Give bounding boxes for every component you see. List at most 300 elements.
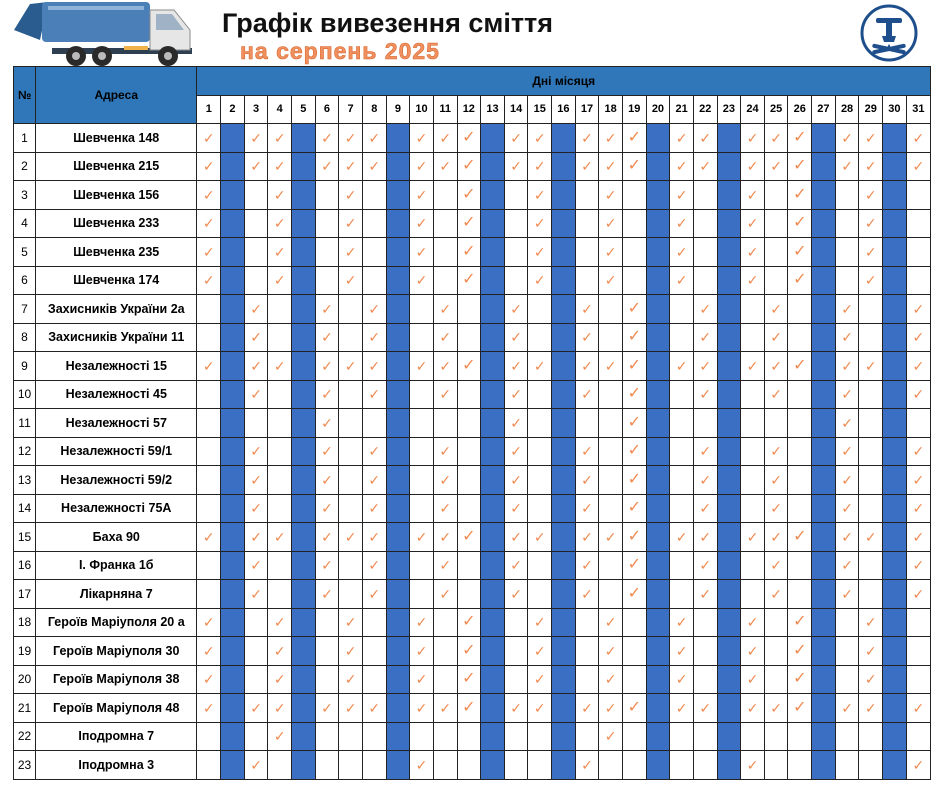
pickup-check-mark: ✓ (197, 694, 221, 723)
no-pickup-day-cell (552, 181, 576, 210)
empty-day-cell (528, 437, 552, 466)
row-number: 23 (14, 751, 36, 780)
no-pickup-day-cell (292, 323, 316, 352)
empty-day-cell (670, 494, 694, 523)
no-pickup-day-cell (552, 637, 576, 666)
pickup-check-mark: ✓ (859, 352, 883, 381)
pickup-check-mark: ✓ (244, 437, 268, 466)
empty-day-cell (433, 751, 457, 780)
empty-day-cell (741, 551, 765, 580)
empty-day-cell (528, 323, 552, 352)
pickup-check-mark: ✓ (244, 380, 268, 409)
row-number: 11 (14, 409, 36, 438)
empty-day-cell (433, 665, 457, 694)
empty-day-cell (457, 551, 481, 580)
pickup-check-mark: ✓ (599, 181, 623, 210)
pickup-check-mark: ✓ (457, 352, 481, 381)
pickup-check-mark: ✓ (859, 124, 883, 153)
empty-day-cell (670, 466, 694, 495)
empty-day-cell (835, 665, 859, 694)
pickup-check-mark: ✓ (859, 152, 883, 181)
empty-day-cell (410, 580, 434, 609)
pickup-check-mark: ✓ (268, 722, 292, 751)
empty-day-cell (622, 238, 646, 267)
empty-day-cell (859, 323, 883, 352)
no-pickup-day-cell (292, 295, 316, 324)
no-pickup-day-cell (386, 238, 410, 267)
no-pickup-day-cell (552, 323, 576, 352)
pickup-check-mark: ✓ (362, 295, 386, 324)
empty-day-cell (622, 751, 646, 780)
day-number: 9 (386, 95, 410, 124)
empty-day-cell (339, 494, 363, 523)
empty-day-cell (528, 295, 552, 324)
empty-day-cell (859, 580, 883, 609)
pickup-check-mark: ✓ (268, 266, 292, 295)
pickup-check-mark: ✓ (788, 152, 812, 181)
no-pickup-day-cell (812, 437, 836, 466)
empty-day-cell (599, 295, 623, 324)
row-address: Незалежності 45 (36, 380, 197, 409)
row-address: Іподромна 3 (36, 751, 197, 780)
pickup-check-mark: ✓ (268, 637, 292, 666)
empty-day-cell (504, 209, 528, 238)
pickup-check-mark: ✓ (457, 209, 481, 238)
row-address: Незалежності 59/2 (36, 466, 197, 495)
pickup-check-mark: ✓ (906, 694, 930, 723)
empty-day-cell (599, 551, 623, 580)
row-address: Незалежності 57 (36, 409, 197, 438)
pickup-check-mark: ✓ (670, 637, 694, 666)
pickup-check-mark: ✓ (197, 352, 221, 381)
pickup-check-mark: ✓ (622, 295, 646, 324)
pickup-check-mark: ✓ (244, 466, 268, 495)
row-number: 9 (14, 352, 36, 381)
empty-day-cell (670, 722, 694, 751)
pickup-check-mark: ✓ (410, 694, 434, 723)
empty-day-cell (859, 380, 883, 409)
no-pickup-day-cell (883, 380, 907, 409)
pickup-check-mark: ✓ (741, 266, 765, 295)
pickup-check-mark: ✓ (575, 580, 599, 609)
no-pickup-day-cell (221, 551, 245, 580)
day-number: 19 (622, 95, 646, 124)
pickup-check-mark: ✓ (741, 352, 765, 381)
pickup-check-mark: ✓ (339, 608, 363, 637)
pickup-check-mark: ✓ (764, 124, 788, 153)
table-row (14, 266, 931, 295)
no-pickup-day-cell (292, 751, 316, 780)
pickup-check-mark: ✓ (599, 352, 623, 381)
pickup-check-mark: ✓ (244, 523, 268, 552)
row-number: 7 (14, 295, 36, 324)
pickup-check-mark: ✓ (315, 152, 339, 181)
no-pickup-day-cell (883, 523, 907, 552)
empty-day-cell (599, 466, 623, 495)
day-number: 16 (552, 95, 576, 124)
row-address: Лікарняна 7 (36, 580, 197, 609)
pickup-check-mark: ✓ (670, 266, 694, 295)
no-pickup-day-cell (883, 608, 907, 637)
day-number: 29 (859, 95, 883, 124)
row-number: 17 (14, 580, 36, 609)
pickup-check-mark: ✓ (410, 637, 434, 666)
empty-day-cell (339, 295, 363, 324)
no-pickup-day-cell (386, 694, 410, 723)
empty-day-cell (670, 380, 694, 409)
empty-day-cell (859, 551, 883, 580)
empty-day-cell (339, 580, 363, 609)
pickup-check-mark: ✓ (315, 352, 339, 381)
empty-day-cell (741, 722, 765, 751)
no-pickup-day-cell (386, 352, 410, 381)
pickup-check-mark: ✓ (433, 694, 457, 723)
no-pickup-day-cell (552, 380, 576, 409)
pickup-check-mark: ✓ (244, 295, 268, 324)
pickup-check-mark: ✓ (268, 181, 292, 210)
empty-day-cell (410, 380, 434, 409)
empty-day-cell (835, 266, 859, 295)
empty-day-cell (906, 209, 930, 238)
empty-day-cell (622, 608, 646, 637)
no-pickup-day-cell (646, 409, 670, 438)
pickup-check-mark: ✓ (504, 580, 528, 609)
pickup-check-mark: ✓ (693, 437, 717, 466)
no-pickup-day-cell (386, 124, 410, 153)
no-pickup-day-cell (292, 152, 316, 181)
no-pickup-day-cell (552, 694, 576, 723)
pickup-check-mark: ✓ (268, 209, 292, 238)
pickup-check-mark: ✓ (362, 124, 386, 153)
pickup-check-mark: ✓ (268, 523, 292, 552)
pickup-check-mark: ✓ (741, 665, 765, 694)
pickup-check-mark: ✓ (741, 238, 765, 267)
no-pickup-day-cell (386, 437, 410, 466)
no-pickup-day-cell (812, 295, 836, 324)
day-number: 18 (599, 95, 623, 124)
table-row (14, 437, 931, 466)
pickup-check-mark: ✓ (315, 580, 339, 609)
pickup-check-mark: ✓ (315, 466, 339, 495)
no-pickup-day-cell (646, 152, 670, 181)
day-number: 28 (835, 95, 859, 124)
no-pickup-day-cell (386, 494, 410, 523)
empty-day-cell (504, 181, 528, 210)
no-pickup-day-cell (883, 637, 907, 666)
empty-day-cell (504, 637, 528, 666)
empty-day-cell (504, 722, 528, 751)
pickup-check-mark: ✓ (433, 523, 457, 552)
pickup-check-mark: ✓ (410, 124, 434, 153)
pickup-check-mark: ✓ (575, 523, 599, 552)
pickup-check-mark: ✓ (315, 494, 339, 523)
empty-day-cell (197, 437, 221, 466)
row-address: Шевченка 148 (36, 124, 197, 153)
no-pickup-day-cell (552, 152, 576, 181)
no-pickup-day-cell (481, 409, 505, 438)
pickup-check-mark: ✓ (859, 694, 883, 723)
pickup-check-mark: ✓ (433, 494, 457, 523)
pickup-check-mark: ✓ (741, 152, 765, 181)
pickup-check-mark: ✓ (693, 466, 717, 495)
no-pickup-day-cell (221, 409, 245, 438)
pickup-check-mark: ✓ (504, 152, 528, 181)
empty-day-cell (693, 751, 717, 780)
empty-day-cell (433, 409, 457, 438)
empty-day-cell (622, 722, 646, 751)
pickup-check-mark: ✓ (528, 665, 552, 694)
empty-day-cell (764, 209, 788, 238)
pickup-check-mark: ✓ (622, 466, 646, 495)
no-pickup-day-cell (883, 751, 907, 780)
empty-day-cell (197, 295, 221, 324)
empty-day-cell (315, 181, 339, 210)
pickup-check-mark: ✓ (670, 523, 694, 552)
day-number: 23 (717, 95, 741, 124)
no-pickup-day-cell (883, 466, 907, 495)
pickup-check-mark: ✓ (741, 694, 765, 723)
no-pickup-day-cell (221, 124, 245, 153)
pickup-check-mark: ✓ (859, 266, 883, 295)
no-pickup-day-cell (386, 152, 410, 181)
pickup-check-mark: ✓ (197, 238, 221, 267)
empty-day-cell (575, 209, 599, 238)
empty-day-cell (244, 409, 268, 438)
no-pickup-day-cell (221, 751, 245, 780)
no-pickup-day-cell (292, 181, 316, 210)
pickup-check-mark: ✓ (670, 209, 694, 238)
table-row (14, 181, 931, 210)
pickup-check-mark: ✓ (315, 523, 339, 552)
table-row (14, 295, 931, 324)
empty-day-cell (693, 608, 717, 637)
no-pickup-day-cell (717, 551, 741, 580)
pickup-check-mark: ✓ (315, 124, 339, 153)
pickup-check-mark: ✓ (528, 152, 552, 181)
row-address: Незалежності 15 (36, 352, 197, 381)
pickup-check-mark: ✓ (433, 380, 457, 409)
pickup-check-mark: ✓ (622, 380, 646, 409)
day-number: 10 (410, 95, 434, 124)
pickup-check-mark: ✓ (693, 494, 717, 523)
no-pickup-day-cell (883, 722, 907, 751)
pickup-check-mark: ✓ (835, 352, 859, 381)
pickup-check-mark: ✓ (244, 580, 268, 609)
pickup-check-mark: ✓ (410, 523, 434, 552)
no-pickup-day-cell (292, 665, 316, 694)
day-number: 21 (670, 95, 694, 124)
empty-day-cell (339, 409, 363, 438)
day-number: 15 (528, 95, 552, 124)
empty-day-cell (906, 637, 930, 666)
pickup-check-mark: ✓ (339, 152, 363, 181)
pickup-check-mark: ✓ (457, 181, 481, 210)
pickup-check-mark: ✓ (244, 323, 268, 352)
empty-day-cell (362, 409, 386, 438)
pickup-check-mark: ✓ (741, 751, 765, 780)
no-pickup-day-cell (481, 266, 505, 295)
no-pickup-day-cell (646, 665, 670, 694)
pickup-check-mark: ✓ (575, 352, 599, 381)
no-pickup-day-cell (386, 266, 410, 295)
no-pickup-day-cell (481, 181, 505, 210)
empty-day-cell (599, 494, 623, 523)
pickup-check-mark: ✓ (764, 523, 788, 552)
empty-day-cell (693, 637, 717, 666)
no-pickup-day-cell (883, 124, 907, 153)
pickup-check-mark: ✓ (859, 238, 883, 267)
no-pickup-day-cell (646, 295, 670, 324)
pickup-check-mark: ✓ (693, 523, 717, 552)
pickup-check-mark: ✓ (835, 466, 859, 495)
pickup-check-mark: ✓ (599, 665, 623, 694)
pickup-check-mark: ✓ (457, 523, 481, 552)
no-pickup-day-cell (646, 209, 670, 238)
no-pickup-day-cell (552, 352, 576, 381)
pickup-check-mark: ✓ (339, 694, 363, 723)
day-number: 3 (244, 95, 268, 124)
page-title: Графік вивезення сміття (222, 8, 554, 38)
pickup-check-mark: ✓ (693, 352, 717, 381)
pickup-check-mark: ✓ (622, 551, 646, 580)
pickup-check-mark: ✓ (599, 238, 623, 267)
no-pickup-day-cell (221, 494, 245, 523)
pickup-check-mark: ✓ (622, 694, 646, 723)
empty-day-cell (268, 437, 292, 466)
no-pickup-day-cell (386, 637, 410, 666)
no-pickup-day-cell (812, 266, 836, 295)
col-address-header: Адреса (36, 67, 197, 124)
no-pickup-day-cell (481, 665, 505, 694)
no-pickup-day-cell (292, 352, 316, 381)
empty-day-cell (764, 751, 788, 780)
no-pickup-day-cell (717, 124, 741, 153)
no-pickup-day-cell (812, 124, 836, 153)
empty-day-cell (339, 551, 363, 580)
day-number: 14 (504, 95, 528, 124)
pickup-check-mark: ✓ (504, 352, 528, 381)
table-row (14, 238, 931, 267)
day-number: 7 (339, 95, 363, 124)
pickup-check-mark: ✓ (504, 494, 528, 523)
empty-day-cell (788, 551, 812, 580)
pickup-check-mark: ✓ (764, 152, 788, 181)
pickup-check-mark: ✓ (788, 266, 812, 295)
pickup-check-mark: ✓ (410, 352, 434, 381)
pickup-check-mark: ✓ (315, 409, 339, 438)
pickup-check-mark: ✓ (362, 580, 386, 609)
empty-day-cell (528, 494, 552, 523)
empty-day-cell (693, 409, 717, 438)
no-pickup-day-cell (292, 694, 316, 723)
row-address: Героїв Маріуполя 38 (36, 665, 197, 694)
pickup-check-mark: ✓ (906, 352, 930, 381)
empty-day-cell (575, 181, 599, 210)
pickup-check-mark: ✓ (339, 238, 363, 267)
no-pickup-day-cell (883, 181, 907, 210)
empty-day-cell (670, 580, 694, 609)
empty-day-cell (362, 637, 386, 666)
no-pickup-day-cell (717, 665, 741, 694)
no-pickup-day-cell (552, 608, 576, 637)
row-address: Героїв Маріуполя 30 (36, 637, 197, 666)
pickup-check-mark: ✓ (197, 523, 221, 552)
empty-day-cell (528, 409, 552, 438)
empty-day-cell (741, 295, 765, 324)
no-pickup-day-cell (292, 580, 316, 609)
no-pickup-day-cell (883, 209, 907, 238)
empty-day-cell (528, 751, 552, 780)
pickup-check-mark: ✓ (504, 295, 528, 324)
no-pickup-day-cell (386, 580, 410, 609)
no-pickup-day-cell (481, 551, 505, 580)
empty-day-cell (835, 181, 859, 210)
pickup-check-mark: ✓ (741, 523, 765, 552)
pickup-check-mark: ✓ (622, 409, 646, 438)
no-pickup-day-cell (552, 466, 576, 495)
empty-day-cell (433, 209, 457, 238)
no-pickup-day-cell (812, 494, 836, 523)
pickup-check-mark: ✓ (528, 238, 552, 267)
day-number: 31 (906, 95, 930, 124)
empty-day-cell (244, 637, 268, 666)
empty-day-cell (315, 266, 339, 295)
empty-day-cell (504, 751, 528, 780)
pickup-check-mark: ✓ (670, 665, 694, 694)
empty-day-cell (906, 409, 930, 438)
empty-day-cell (906, 266, 930, 295)
pickup-check-mark: ✓ (268, 665, 292, 694)
pickup-check-mark: ✓ (244, 352, 268, 381)
pickup-check-mark: ✓ (575, 494, 599, 523)
empty-day-cell (268, 551, 292, 580)
empty-day-cell (788, 466, 812, 495)
table-row (14, 751, 931, 780)
no-pickup-day-cell (646, 637, 670, 666)
pickup-check-mark: ✓ (764, 380, 788, 409)
pickup-check-mark: ✓ (244, 124, 268, 153)
empty-day-cell (693, 266, 717, 295)
no-pickup-day-cell (812, 722, 836, 751)
no-pickup-day-cell (717, 694, 741, 723)
no-pickup-day-cell (221, 266, 245, 295)
empty-day-cell (457, 722, 481, 751)
pickup-check-mark: ✓ (433, 323, 457, 352)
no-pickup-day-cell (646, 380, 670, 409)
empty-day-cell (575, 665, 599, 694)
pickup-check-mark: ✓ (741, 181, 765, 210)
empty-day-cell (339, 466, 363, 495)
row-number: 13 (14, 466, 36, 495)
row-address: Незалежності 59/1 (36, 437, 197, 466)
pickup-check-mark: ✓ (575, 466, 599, 495)
pickup-check-mark: ✓ (835, 523, 859, 552)
no-pickup-day-cell (221, 437, 245, 466)
empty-day-cell (528, 466, 552, 495)
pickup-check-mark: ✓ (622, 152, 646, 181)
empty-day-cell (670, 551, 694, 580)
pickup-check-mark: ✓ (197, 209, 221, 238)
empty-day-cell (788, 409, 812, 438)
empty-day-cell (315, 722, 339, 751)
empty-day-cell (433, 722, 457, 751)
empty-day-cell (339, 751, 363, 780)
pickup-check-mark: ✓ (670, 181, 694, 210)
empty-day-cell (622, 181, 646, 210)
pickup-check-mark: ✓ (693, 694, 717, 723)
no-pickup-day-cell (717, 238, 741, 267)
pickup-check-mark: ✓ (599, 523, 623, 552)
